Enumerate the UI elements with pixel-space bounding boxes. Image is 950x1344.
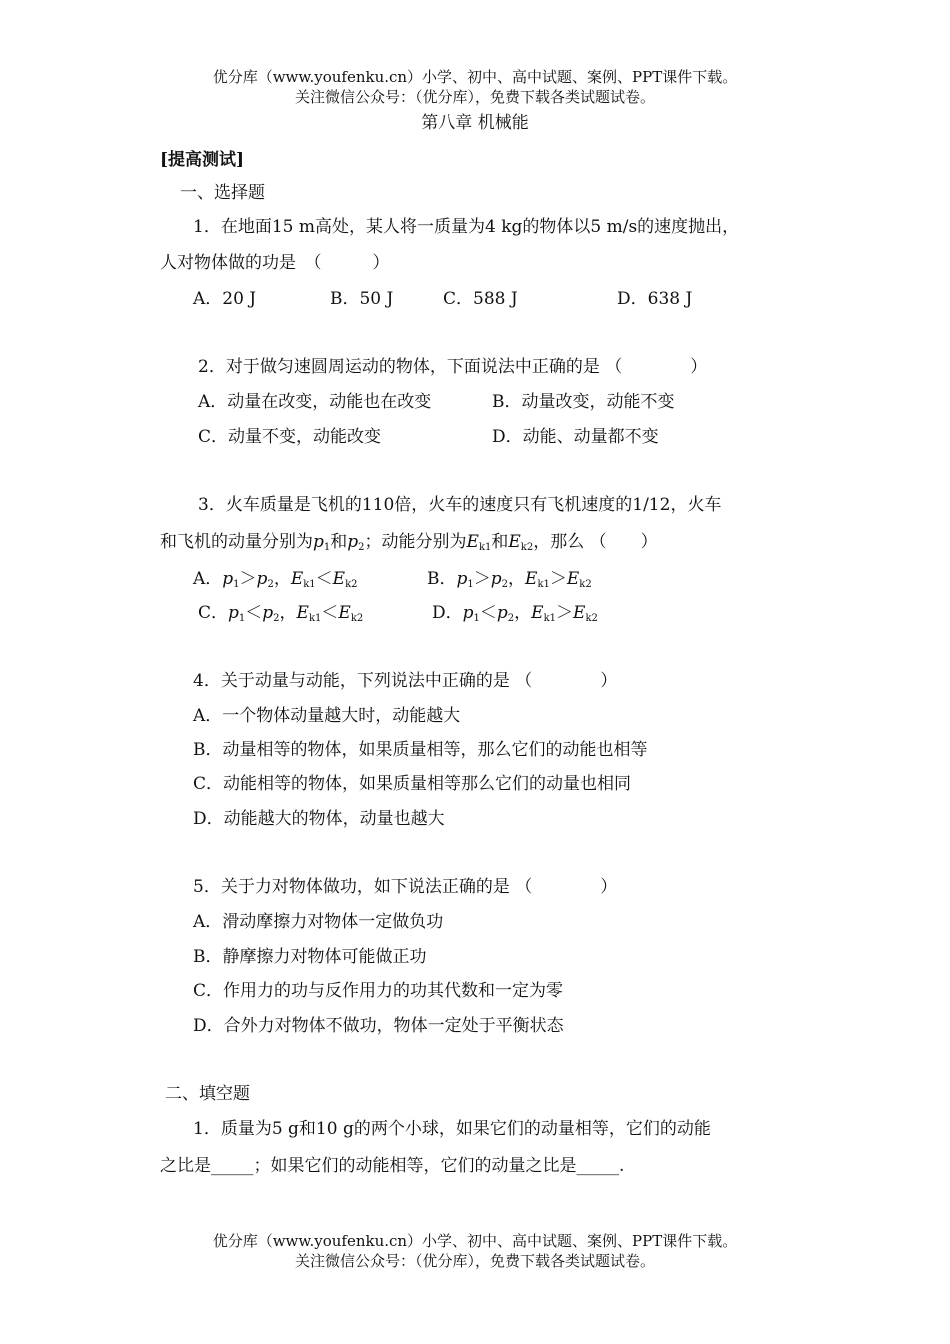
q4-option-b: B．动量相等的物体，如果质量相等，那么它们的动能也相等	[193, 740, 648, 760]
q3-option-a: A．$p_1>p_2$，$E_{k1}<E_{k2}$	[193, 569, 358, 590]
q1-option-a: A．20 J	[193, 289, 257, 309]
header-line-1: 优分库（www.youfenku.cn）小学、初中、高中试题、案例、PPT课件下载。	[212, 68, 738, 86]
q1-option-c: C．588 J	[443, 289, 518, 309]
q5-line1: 5．关于力对物体做功，如下说法正确的是 （ ）	[193, 877, 618, 897]
header-line-2: 关注微信公众号：（优分库），免费下载各类试题试卷。	[294, 88, 655, 106]
f1-line1: 1．质量为5 g和10 g的两个小球，如果它们的动量相等，它们的动能	[193, 1119, 711, 1139]
q5-option-d: D．合外力对物体不做功，物体一定处于平衡状态	[193, 1016, 564, 1036]
q3-option-d: D．$p_1<p_2$，$E_{k1}>E_{k2}$	[432, 603, 598, 624]
q1-option-b: B．50 J	[330, 289, 394, 309]
q1-option-d: D．638 J	[617, 289, 693, 309]
q1-line1: 1．在地面15 m高处，某人将一质量为4 kg的物体以5 m/s的速度抛出，	[193, 217, 740, 237]
q3-option-c: C．$p_1<p_2$，$E_{k1}<E_{k2}$	[198, 603, 364, 624]
part2-title: 二、填空题	[165, 1084, 250, 1104]
q2-line1: 2．对于做匀速圆周运动的物体，下面说法中正确的是 （ ）	[198, 357, 708, 377]
q1-line2: 人对物体做的功是 （ ）	[160, 253, 390, 273]
footer-line-1: 优分库（www.youfenku.cn）小学、初中、高中试题、案例、PPT课件下载。	[212, 1232, 738, 1250]
q5-option-c: C．作用力的功与反作用力的功其代数和一定为零	[193, 981, 564, 1001]
q3-line2: 和飞机的动量分别为$p_1$和$p_2$；动能分别为$E_{k1}$和$E_{k2}$，那么 （ ）	[160, 532, 658, 553]
footer-line-2: 关注微信公众号：（优分库），免费下载各类试题试卷。	[294, 1252, 655, 1270]
section-label: [提高测试]	[160, 150, 245, 170]
q3-line1: 3．火车质量是飞机的110倍，火车的速度只有飞机速度的1/12，火车	[198, 495, 722, 515]
q4-option-c: C．动能相等的物体，如果质量相等那么它们的动量也相同	[193, 774, 632, 794]
q4-option-a: A．一个物体动量越大时，动能越大	[193, 706, 461, 726]
q2-option-d: D．动能、动量都不变	[492, 427, 659, 447]
part1-title: 一、选择题	[180, 183, 265, 203]
q4-line1: 4．关于动量与动能，下列说法中正确的是 （ ）	[193, 671, 618, 691]
f1-line2: 之比是_____；如果它们的动能相等，它们的动量之比是_____.	[160, 1156, 625, 1176]
q5-option-a: A．滑动摩擦力对物体一定做负功	[193, 912, 444, 932]
q3-option-b: B．$p_1>p_2$，$E_{k1}>E_{k2}$	[427, 569, 592, 590]
q2-option-a: A．动量在改变，动能也在改变	[198, 392, 432, 412]
q4-option-d: D．动能越大的物体，动量也越大	[193, 809, 445, 829]
q5-option-b: B．静摩擦力对物体可能做正功	[193, 947, 427, 967]
q2-option-b: B．动量改变，动能不变	[492, 392, 675, 412]
chapter-title: 第八章 机械能	[421, 113, 529, 133]
q2-option-c: C．动量不变，动能改变	[198, 427, 382, 447]
